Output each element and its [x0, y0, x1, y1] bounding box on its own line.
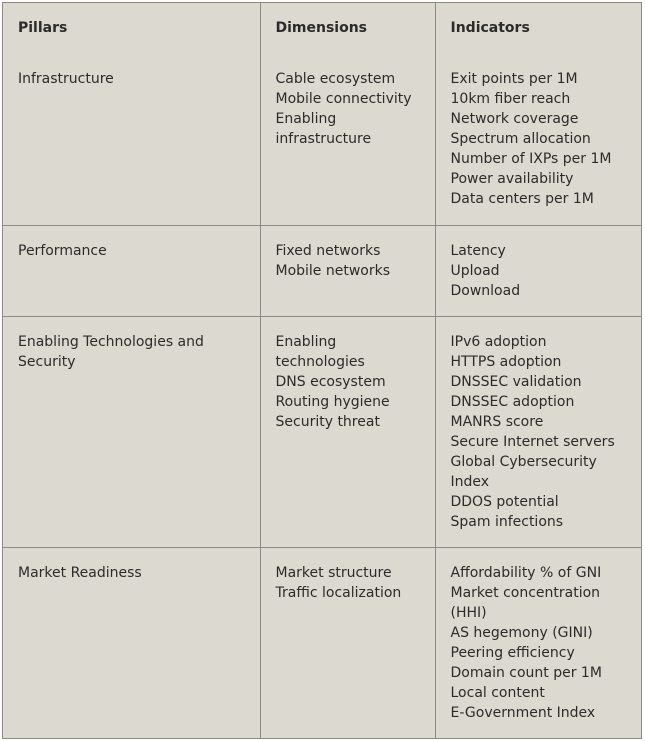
- pillar-cell: Enabling Technologies and Security: [3, 316, 260, 547]
- indicator-item: DDOS potential: [450, 493, 559, 510]
- dimensions-list: [276, 69, 427, 149]
- indicators-list: [451, 563, 634, 723]
- indicator-item: Global Cybersecurity Index: [450, 453, 597, 490]
- indicator-item: Domain count per 1M: [450, 664, 602, 681]
- dimension-item: Traffic localization: [275, 584, 402, 601]
- indicator-item: Latency: [450, 242, 506, 259]
- indicators-list: [451, 69, 634, 209]
- header-indicators: Indicators: [435, 3, 641, 54]
- dimension-item: Security threat: [275, 413, 380, 430]
- indicators-cell: [435, 54, 641, 225]
- indicator-item: Exit points per 1M: [450, 71, 578, 87]
- indicator-item: Download: [450, 282, 521, 299]
- indicator-item: HTTPS adoption: [450, 353, 562, 370]
- dimension-item: Fixed networks: [275, 242, 381, 259]
- dimensions-list: [276, 241, 427, 281]
- dimension-item: Routing hygiene: [275, 393, 390, 410]
- indicator-item: IPv6 adoption: [450, 333, 547, 350]
- header-row: [3, 3, 641, 54]
- indicator-item: AS hegemony (GINI): [450, 624, 593, 641]
- indicator-item: Network coverage: [450, 111, 579, 127]
- indicator-item: DNSSEC validation: [450, 373, 582, 390]
- table-body: [3, 54, 641, 738]
- dimensions-list: [276, 332, 427, 432]
- dimensions-list: [276, 563, 427, 603]
- pillars-table-grid: [3, 3, 641, 738]
- dimension-item: Mobile connectivity: [275, 91, 412, 107]
- dimension-item: Mobile networks: [275, 262, 391, 279]
- indicators-cell: [435, 225, 641, 316]
- indicator-item: Local content: [450, 684, 545, 701]
- indicator-item: Peering efficiency: [450, 644, 575, 661]
- dimension-item: Market structure: [275, 564, 392, 581]
- dimension-item: Enabling technologies: [275, 333, 365, 370]
- dimensions-cell: [260, 225, 435, 316]
- indicator-item: Data centers per 1M: [450, 191, 594, 207]
- indicator-item: Upload: [450, 262, 500, 279]
- table-row: [3, 316, 641, 547]
- indicator-item: Number of IXPs per 1M: [450, 151, 612, 167]
- dimension-item: Enabling infrastructure: [275, 111, 372, 147]
- indicator-item: Spam infections: [450, 513, 564, 530]
- indicator-item: Affordability % of GNI: [450, 564, 602, 581]
- indicator-item: Market concentration (HHI): [450, 584, 601, 621]
- indicator-item: Secure Internet servers: [450, 433, 615, 450]
- indicators-cell: [435, 316, 641, 547]
- pillar-cell: Market Readiness: [3, 547, 260, 738]
- indicator-item: Spectrum allocation: [450, 131, 591, 147]
- header-dimensions: Dimensions: [260, 3, 435, 54]
- indicators-cell: [435, 547, 641, 738]
- indicator-item: 10km fiber reach: [450, 91, 571, 107]
- indicators-list: [451, 332, 634, 532]
- table-row: [3, 225, 641, 316]
- dimension-item: DNS ecosystem: [275, 373, 386, 390]
- pillar-cell: Performance: [3, 225, 260, 316]
- indicator-item: E-Government Index: [450, 704, 596, 721]
- indicators-list: [451, 241, 634, 301]
- indicator-item: Power availability: [450, 171, 574, 187]
- pillars-table: [2, 2, 642, 739]
- indicator-item: DNSSEC adoption: [450, 393, 575, 410]
- dimension-item: Cable ecosystem: [275, 71, 396, 87]
- dimensions-cell: [260, 316, 435, 547]
- dimensions-cell: [260, 547, 435, 738]
- header-pillars: Pillars: [18, 19, 68, 36]
- dimensions-cell: [260, 54, 435, 225]
- table-row: [3, 547, 641, 738]
- table-row: [3, 54, 641, 225]
- pillar-cell: Infrastructure: [18, 71, 114, 87]
- indicator-item: MANRS score: [450, 413, 544, 430]
